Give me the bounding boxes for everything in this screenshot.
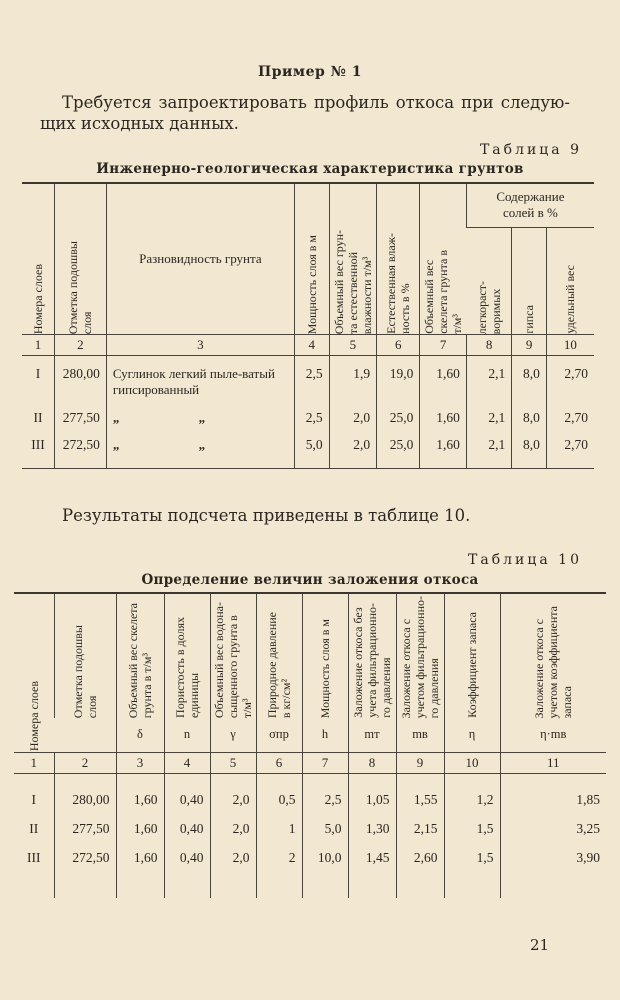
symbol-mt: mт: [348, 718, 396, 752]
example-heading: Пример № 1: [258, 64, 362, 80]
t10-header-porosity: Пористость в долях единицы: [164, 593, 210, 718]
t9-header-layer: Номера слоев: [30, 263, 45, 334]
table9: [22, 182, 594, 469]
symbol-sigma: σпр: [256, 718, 302, 752]
table-row: III 272,50 „ „ 5,0 2,0 25,0 1,60 2,1 8,0 2,70: [22, 431, 594, 459]
table9-caption: Таблица 9: [479, 142, 582, 158]
t10-header-gamma: Объемный вес водона- сыщенного грунта в т/м³: [210, 593, 256, 718]
page-number: 21: [530, 936, 550, 954]
t9-header-specific: удельный вес: [546, 227, 594, 334]
t10-header-mt: Заложение откоса без учета фильтрационно- го давления: [348, 593, 396, 718]
t10-header-labels: [14, 593, 606, 718]
symbol-delta: δ: [116, 718, 164, 752]
t9-header-soil: Разновидность грунта: [106, 183, 294, 335]
table-row: I 280,00 Суглинок легкий пыле-ватый гипсированный 2,5 1,9 19,0 1,60 2,1 8,0 2,70: [22, 366, 594, 406]
table-row: II 277,50 1,60 0,40 2,0 1 5,0 1,30 2,15 1,5 3,25: [14, 814, 606, 843]
t10-header-symbols: [14, 718, 606, 752]
symbol-n: n: [164, 718, 210, 752]
table10-caption: Таблица 10: [468, 552, 582, 568]
t10-column-numbers: 1 2 3 4 5 6 7 8 9 10 11: [14, 752, 606, 773]
intro-paragraph: Требуется запроектировать профиль откоса при следую-щих исходных данных.: [40, 93, 570, 133]
t9-header-gypsum: гипса: [512, 227, 547, 334]
table-row: I 280,00 1,60 0,40 2,0 0,5 2,5 1,05 1,55 1,2 1,85: [14, 785, 606, 814]
t10-header-thickness: Мощность слоя в м: [302, 593, 348, 718]
t10-header-delta: Объемный вес скелета грунта в т/м³: [116, 593, 164, 718]
symbol-h: h: [302, 718, 348, 752]
symbol-eta-mv: η·mв: [500, 718, 606, 752]
t9-header-soluble: легкораст- воримых: [474, 280, 503, 334]
t10-header-mv: Заложение откоса с учетом фильтрационно- го давления: [396, 593, 444, 718]
t10-header-layer: Номера слоев: [26, 681, 41, 752]
t9-header-skeleton: Объемный вес скелета грунта в т/м³: [420, 183, 466, 335]
t9-header-thickness: Мощность слоя в м: [294, 183, 329, 335]
symbol-mv: mв: [396, 718, 444, 752]
t10-header-mark: Отметка подошвы слоя: [54, 593, 116, 718]
table9-title: Инженерно-геологическая характеристика грунтов: [96, 161, 524, 177]
t9-header-mark: Отметка подошвы слоя: [54, 183, 106, 335]
symbol-gamma: γ: [210, 718, 256, 752]
table10: [14, 592, 606, 898]
table-row: III 272,50 1,60 0,40 2,0 2 10,0 1,45 2,60 1,5 3,90: [14, 843, 606, 872]
results-paragraph: Результаты подсчета приведены в таблице 10.: [62, 506, 471, 525]
t10-header-eta: Коэффициент запаса: [444, 593, 500, 718]
t10-header-eta-mv: Заложение откоса с учетом коэффициента запаса: [500, 593, 606, 718]
t9-header-salts: Содержание солей в %: [466, 183, 594, 227]
t9-header-moisture: Естественная влаж- ность в %: [377, 183, 420, 335]
t9-header-unit-weight: Объемный вес грун- та естественной влажности т/м³: [329, 183, 377, 335]
t9-column-numbers: 1 2 3 4 5 6 7 8 9 10: [22, 335, 594, 356]
table-row: II 277,50 „ „ 2,5 2,0 25,0 1,60 2,1 8,0 2,70: [22, 406, 594, 431]
t10-header-pressure: Природное давление в кг/см²: [256, 593, 302, 718]
symbol-eta: η: [444, 718, 500, 752]
table10-title: Определение величин заложения откоса: [141, 572, 479, 588]
